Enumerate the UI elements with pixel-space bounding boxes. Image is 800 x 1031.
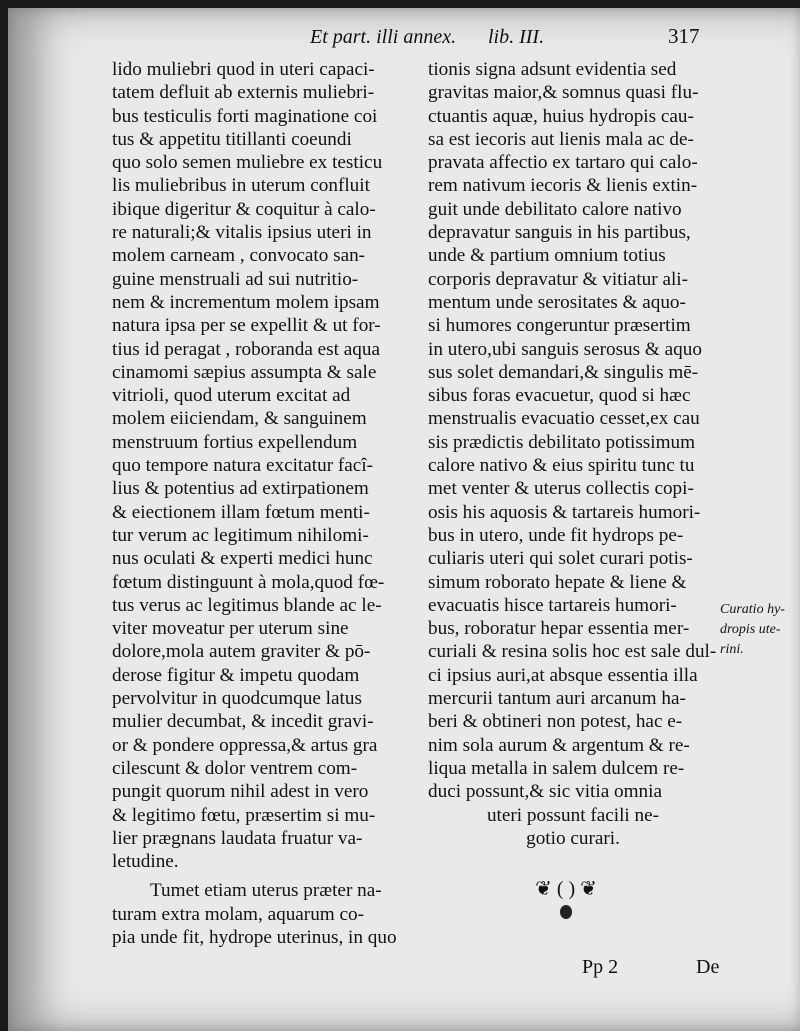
text-line: & legitimo fœtu, præsertim si mu- — [112, 804, 376, 826]
running-header — [298, 24, 768, 54]
text-line: cinamomi sæpius assumpta & sale — [112, 361, 377, 383]
text-line: in utero,ubi sanguis serosus & aquo — [428, 338, 702, 360]
book-number: lib. III. — [488, 26, 545, 48]
text-line: mentum unde serositates & aquo- — [428, 291, 686, 313]
text-line: tius id peragat , roboranda est aqua — [112, 338, 380, 360]
text-line: ibique digeritur & coquitur à calo- — [112, 198, 376, 220]
text-line: ctuantis aquæ, huius hydropis cau- — [428, 105, 694, 127]
text-line: bus, roboratur hepar essentia mer- — [428, 618, 690, 640]
text-line: menstrualis evacuatio cesset,ex cau — [428, 408, 700, 430]
text-line: pervolvitur in quodcumque latus — [112, 688, 362, 710]
text-line: uteri possunt facili ne- — [486, 804, 660, 826]
text-line: mercurii tantum auri arcanum ha- — [428, 688, 686, 710]
text-line: re naturali;& vitalis ipsius uteri in — [112, 222, 372, 244]
text-line: calore nativo & eius spiritu tunc tu — [428, 455, 695, 477]
text-line: liqua metalla in salem dulcem re- — [428, 757, 685, 779]
tailpiece-ornament — [526, 876, 606, 919]
text-line: tur verum ac legitimum nihilomi- — [112, 524, 369, 546]
catchword: De — [696, 956, 720, 978]
fleuron-icon: ❦ ( ) ❦ — [535, 878, 597, 900]
margin-note-line: dropis ute- — [720, 622, 781, 637]
text-line: unde & partium omnium totius — [428, 245, 666, 267]
text-line: ci ipsius auri,at absque essentia illa — [428, 664, 698, 686]
text-line: evacuatis hisce tartareis humori- — [428, 594, 677, 616]
text-line: lido muliebri quod in uteri capaci- — [112, 59, 375, 80]
text-line: pravata affectio ex tartaro qui calo- — [428, 152, 698, 174]
text-line: fœtum distinguunt à mola,quod fœ- — [112, 571, 385, 593]
text-line: vitrioli, quod uterum excitat ad — [112, 385, 351, 407]
text-line: tus verus ac legitimus blande ac le- — [112, 594, 382, 616]
text-line: corporis depravatur & vitiatur ali- — [428, 268, 689, 290]
margin-note — [720, 600, 800, 660]
text-line: sibus foras evacuetur, quod si hæc — [428, 385, 691, 407]
text-line: pungit quorum nihil adest in vero — [112, 781, 369, 803]
text-line: derose figitur & impetu quodam — [112, 664, 360, 686]
text-line: beri & obtineri non potest, hac e- — [428, 711, 683, 733]
text-line: curiali & resina solis hoc est sale dul- — [428, 641, 717, 663]
left-column — [112, 58, 412, 949]
running-title: Et part. illi annex. — [310, 26, 457, 48]
text-line: tionis signa adsunt evidentia sed — [428, 59, 677, 80]
text-line: nus oculati & experti medici hunc — [112, 548, 373, 570]
text-line: viter moveatur per uterum sine — [112, 618, 349, 640]
text-line: tus & appetitu titillanti coeundi — [112, 128, 352, 150]
text-line: rem nativum iecoris & lienis extin- — [428, 175, 698, 197]
text-line: or & pondere oppressa,& artus gra — [112, 734, 378, 756]
text-line: sus solet demandari,& singulis mē- — [428, 361, 699, 383]
book-page — [8, 8, 800, 1031]
text-line: lius & potentius ad extirpationem — [112, 478, 369, 500]
text-line: tatem defluit ab externis muliebri- — [112, 82, 375, 104]
text-line: guit unde debilitato calore nativo — [428, 198, 682, 220]
text-line: simum roborato hepate & liene & — [428, 571, 687, 593]
text-line: sa est iecoris aut lienis mala ac de- — [428, 128, 694, 150]
text-line: nim sola aurum & argentum & re- — [428, 734, 690, 756]
margin-note-line: rini. — [720, 642, 744, 657]
text-line: molem carneam , convocato san- — [112, 245, 366, 267]
text-line: guine menstruali ad sui nutritio- — [112, 268, 359, 290]
text-line: quo solo semen muliebre ex testicu — [112, 152, 383, 174]
text-line: pia unde fit, hydrope uterinus, in quo — [112, 926, 397, 948]
text-line: dolore,mola autem graviter & pō- — [112, 641, 371, 663]
margin-note-line: Curatio hy- — [720, 602, 785, 617]
text-line: gravitas maior,& somnus quasi flu- — [428, 82, 699, 104]
text-line: met venter & uterus collectis copi- — [428, 478, 694, 500]
text-line: lier prægnans laudata fruatur va- — [112, 827, 363, 849]
text-line: osis his aquosis & tartareis humori- — [428, 501, 701, 523]
right-column — [428, 58, 718, 850]
text-line: & eiectionem illam fœtum menti- — [112, 501, 370, 523]
text-line: natura ipsa per se expellit & ut for- — [112, 315, 381, 337]
text-line: lis muliebribus in uterum confluit — [112, 175, 370, 197]
drop-ornament-icon — [560, 905, 572, 919]
text-line: si humores congeruntur præsertim — [428, 315, 691, 337]
text-line: menstruum fortius expellendum — [112, 431, 358, 453]
text-line: duci possunt,& sic vitia omnia — [428, 781, 662, 803]
text-line: depravatur sanguis in his partibus, — [428, 222, 691, 244]
text-line: sis prædictis debilitato potissimum — [428, 431, 696, 453]
text-line: molem eiiciendam, & sanguinem — [112, 408, 367, 430]
text-line: bus testiculis forti maginatione coi — [112, 105, 378, 127]
page-number: 317 — [668, 24, 700, 48]
text-line: gotio curari. — [526, 827, 620, 849]
signature-mark: Pp 2 — [582, 956, 619, 978]
text-line: quo tempore natura excitatur facî- — [112, 455, 374, 477]
text-line: mulier decumbat, & incedit gravi- — [112, 711, 374, 733]
text-line: cilescunt & dolor ventrem com- — [112, 757, 358, 779]
text-line: culiaris uteri qui solet curari potis- — [428, 548, 693, 570]
text-line: Tumet etiam uterus præter na- — [150, 880, 382, 902]
text-line: turam extra molam, aquarum co- — [112, 903, 365, 925]
text-line: nem & incrementum molem ipsam — [112, 291, 380, 313]
text-line: bus in utero, unde fit hydrops pe- — [428, 524, 684, 546]
text-line: letudine. — [112, 851, 179, 873]
